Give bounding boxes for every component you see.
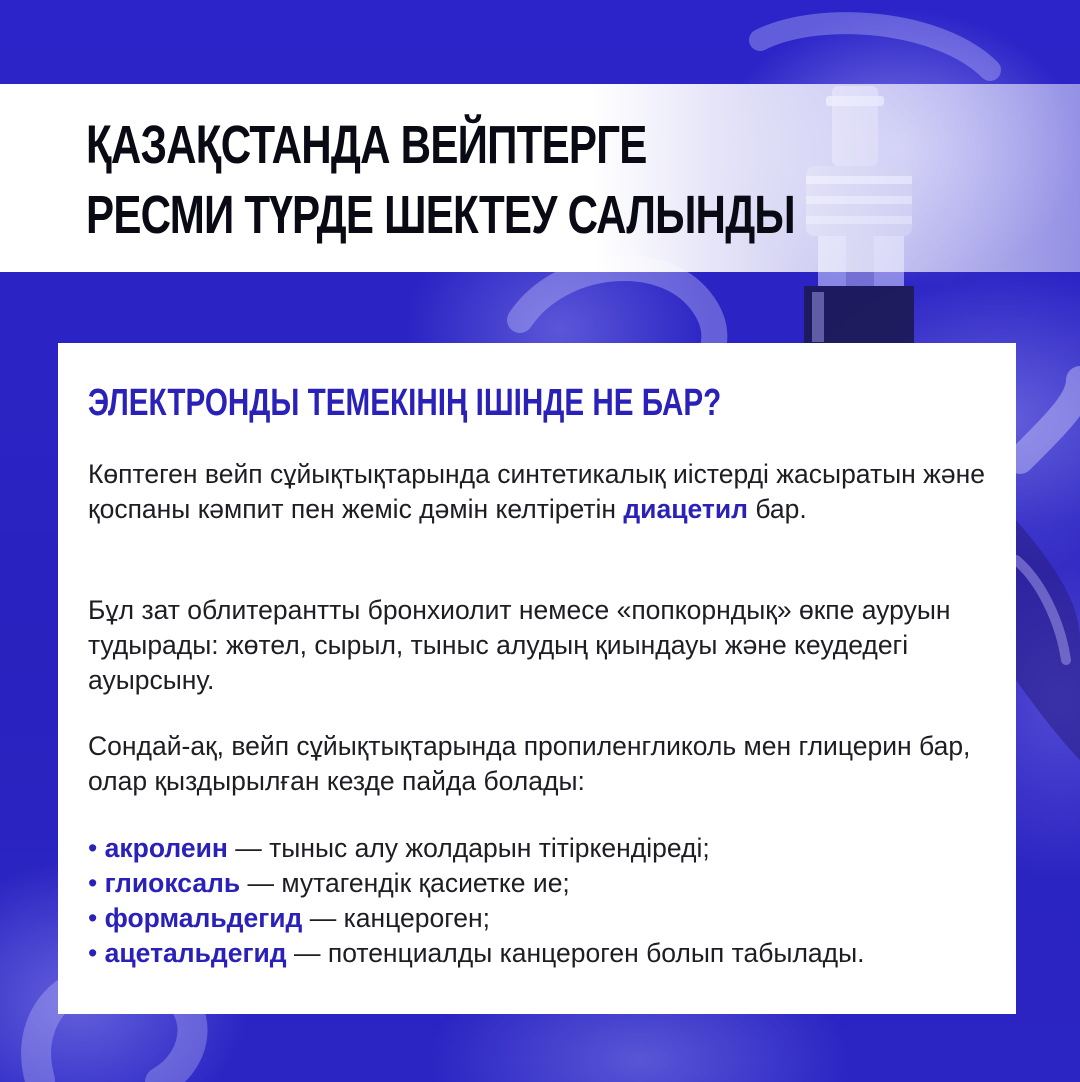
title-line-2: РЕСМИ ТҮРДЕ ШЕКТЕУ САЛЫНДЫ bbox=[86, 185, 795, 245]
list-item bbox=[88, 866, 998, 901]
paragraph-diacetyl bbox=[88, 457, 988, 527]
info-card bbox=[58, 343, 1016, 1014]
substance-desc: — мутагендік қасиетке ие; bbox=[240, 868, 570, 898]
substance-term: акролеин bbox=[104, 833, 228, 863]
title-line-1: ҚАЗАҚСТАНДА ВЕЙПТЕРГЕ bbox=[86, 115, 647, 175]
paragraph-diacetyl-text: Көптеген вейп сұйықтықтарында синтетикалық иістерді жасыратын және қоспаны кәмпит пен жеміс дәмін келтіретін bbox=[88, 459, 985, 524]
list-item bbox=[88, 936, 998, 971]
title-band bbox=[0, 84, 1080, 272]
paragraph-ingredients: Сондай-ақ, вейп сұйықтықтарында пропиленгликоль мен глицерин бар, олар қыздырылған кезде пайда болады: bbox=[88, 731, 971, 796]
diacetyl-term: диацетил bbox=[623, 494, 748, 524]
bullet: • bbox=[88, 903, 98, 933]
substance-term: ацетальдегид bbox=[104, 938, 287, 968]
list-item bbox=[88, 831, 998, 866]
paragraph-diacetyl-tail: бар. bbox=[748, 494, 807, 524]
bullet: • bbox=[88, 868, 98, 898]
substance-desc: — канцероген; bbox=[302, 903, 491, 933]
card-heading: ЭЛЕКТРОНДЫ ТЕМЕКІНІҢ ІШІНДЕ НЕ БАР? bbox=[88, 382, 722, 424]
bullet: • bbox=[88, 938, 98, 968]
substances-list bbox=[88, 831, 998, 971]
bullet: • bbox=[88, 833, 98, 863]
substance-desc: — потенциалды канцероген болып табылады. bbox=[286, 938, 865, 968]
paragraph-disease: Бұл зат облитерантты бронхиолит немесе «попкорндық» өкпе ауруын тудырады: жөтел, сырыл, тыныс алудың қиындауы және кеудедегі ауырсыну. bbox=[88, 595, 951, 695]
substance-term: глиоксаль bbox=[104, 868, 241, 898]
substance-term: формальдегид bbox=[104, 903, 303, 933]
list-item bbox=[88, 901, 998, 936]
substance-desc: — тыныс алу жолдарын тітіркендіреді; bbox=[227, 833, 710, 863]
